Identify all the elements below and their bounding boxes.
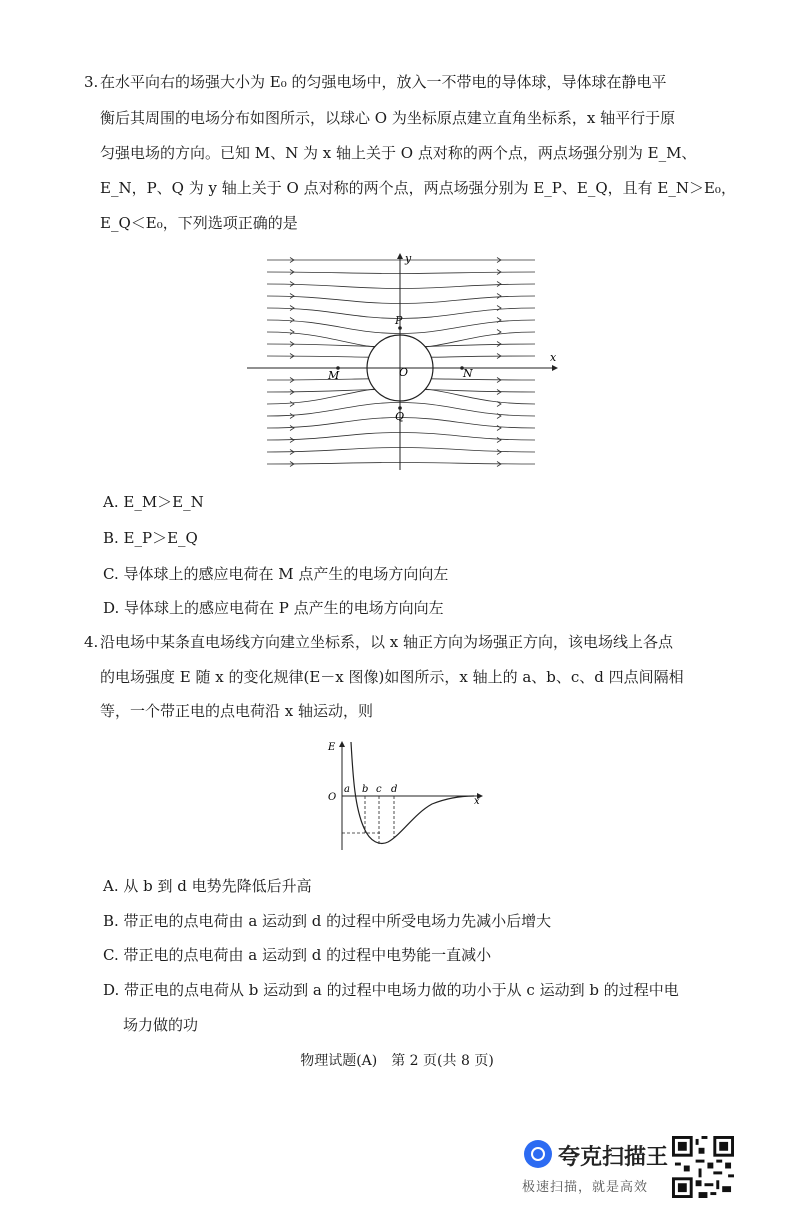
q4-line-1: 沿电场中某条直电场线方向建立坐标系，以 x 轴正方向为场强正方向，该电场线上各点 <box>100 633 673 651</box>
q3-line-2: 衡后其周围的电场分布如图所示，以球心 O 为坐标原点建立直角坐标系，x 轴平行于原 <box>100 109 676 127</box>
q3-option-c: C. 导体球上的感应电荷在 M 点产生的电场方向向左 <box>103 565 449 583</box>
field-arrow <box>497 282 501 287</box>
field-line <box>267 463 535 465</box>
label-O: O <box>328 792 337 803</box>
E-curve <box>351 742 474 843</box>
q3-line-5: E_Q＜E₀，下列选项正确的是 <box>100 214 298 232</box>
label-y: y <box>405 252 412 265</box>
q4-option-b: B. 带正电的点电荷由 a 运动到 d 的过程中所受电场力先减小后增大 <box>103 912 552 930</box>
label-x: x <box>474 796 480 807</box>
q4-option-c: C. 带正电的点电荷由 a 运动到 d 的过程中电势能一直减小 <box>103 946 492 964</box>
field-arrow <box>497 438 501 443</box>
label-O: O <box>399 366 409 379</box>
q3-field-figure <box>245 248 565 473</box>
page-footer: 物理试题(A) 第 2 页(共 8 页) <box>300 1053 494 1069</box>
q4-option-a: A. 从 b 到 d 电势先降低后升高 <box>103 877 312 895</box>
field-arrow <box>497 294 501 299</box>
q4-line-3: 等，一个带正电的点电荷沿 x 轴运动，则 <box>100 702 373 720</box>
q4-ex-graph <box>322 738 487 853</box>
scanner-slogan: 极速扫描，就是高效 <box>522 1180 649 1195</box>
qr-code-icon <box>672 1136 734 1198</box>
label-d: d <box>391 784 398 795</box>
field-line <box>267 448 535 453</box>
label-b: b <box>362 784 369 795</box>
label-Q: Q <box>395 410 405 423</box>
label-P: P <box>395 314 403 327</box>
q3-line-3: 匀强电场的方向。已知 M、N 为 x 轴上关于 O 点对称的两个点，两点场强分别为 E_M、 <box>100 144 697 162</box>
field-arrow <box>290 306 294 311</box>
field-arrow <box>290 426 294 431</box>
label-M: M <box>328 369 340 382</box>
label-E: E <box>328 742 336 753</box>
label-c: c <box>376 784 382 795</box>
q3-option-b: B. E_P＞E_Q <box>103 529 198 547</box>
field-line <box>267 296 535 304</box>
q4-option-d-cont: 场力做的功 <box>123 1016 199 1034</box>
field-arrow <box>290 438 294 443</box>
field-arrow <box>290 294 294 299</box>
q3-line-1: 在水平向右的场强大小为 E₀ 的匀强电场中，放入一不带电的导体球，导体球在静电平 <box>100 73 667 91</box>
field-line <box>267 272 535 274</box>
label-x: x <box>550 351 557 364</box>
scanner-logo-icon <box>524 1140 552 1168</box>
field-arrow <box>290 330 294 335</box>
field-arrow <box>290 414 294 419</box>
label-a: a <box>344 784 350 795</box>
q4-line-2: 的电场强度 E 随 x 的变化规律(E－x 图像)如图所示，x 轴上的 a、b、c、d 四点间隔相 <box>100 668 684 686</box>
q3-option-d: D. 导体球上的感应电荷在 P 点产生的电场方向向左 <box>103 599 444 617</box>
q4-number: 4. <box>84 633 99 651</box>
q4-option-d: D. 带正电的点电荷从 b 运动到 a 的过程中电场力做的功小于从 c 运动到 b 的过程中电 <box>103 981 679 999</box>
field-arrow <box>497 450 501 455</box>
q3-number: 3. <box>84 73 99 91</box>
q3-line-4: E_N，P、Q 为 y 轴上关于 O 点对称的两个点，两点场强分别为 E_P、E_Q，且有 E_N＞E₀， <box>100 179 736 197</box>
q3-option-a: A. E_M＞E_N <box>103 493 204 511</box>
field-line <box>267 284 535 289</box>
label-N: N <box>463 367 473 380</box>
field-arrow <box>290 318 294 323</box>
field-line <box>267 433 535 441</box>
scanner-watermark <box>522 1136 794 1211</box>
scanner-brand: 夸克扫描王 <box>558 1145 669 1170</box>
field-arrow <box>290 402 294 407</box>
